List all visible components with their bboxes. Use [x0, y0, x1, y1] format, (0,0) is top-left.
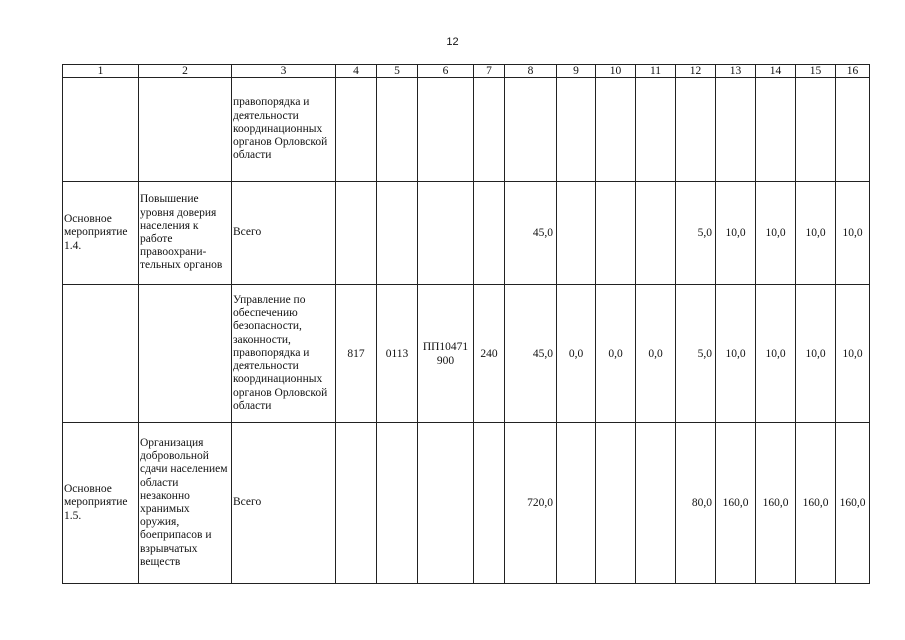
cell-csr [418, 78, 474, 182]
cell-title: Организация добровольной сдачи населением области незаконно хранимых оружия, боеприпасов и взрывчатых веществ [139, 423, 232, 584]
cell-year: 10,0 [836, 285, 870, 423]
cell-csr: ПП10471 900 [418, 285, 474, 423]
column-header: 11 [636, 65, 676, 78]
column-header: 14 [756, 65, 796, 78]
cell-rzpr [377, 182, 418, 285]
cell-year [836, 78, 870, 182]
cell-year [636, 182, 676, 285]
cell-year: 10,0 [796, 182, 836, 285]
cell-csr [418, 182, 474, 285]
cell-year [676, 78, 716, 182]
cell-year: 10,0 [716, 285, 756, 423]
cell-year: 160,0 [836, 423, 870, 584]
cell-year: 5,0 [676, 285, 716, 423]
cell-year [596, 423, 636, 584]
column-header: 5 [377, 65, 418, 78]
cell-year [636, 423, 676, 584]
cell-year: 80,0 [676, 423, 716, 584]
cell-measure [63, 78, 139, 182]
page-number: 12 [446, 36, 459, 48]
header-row [63, 65, 870, 78]
cell-title [139, 78, 232, 182]
column-header: 13 [716, 65, 756, 78]
cell-title: Повышение уровня доверия населения к работе правоохрани-тельных органов [139, 182, 232, 285]
column-header: 1 [63, 65, 139, 78]
column-header: 9 [557, 65, 596, 78]
table-row [63, 423, 870, 584]
column-header: 16 [836, 65, 870, 78]
cell-year: 5,0 [676, 182, 716, 285]
cell-total [505, 78, 557, 182]
column-header: 15 [796, 65, 836, 78]
cell-rzpr: 0113 [377, 285, 418, 423]
cell-vr [474, 182, 505, 285]
column-header: 8 [505, 65, 557, 78]
table-row [63, 285, 870, 423]
cell-executor: Всего [232, 182, 336, 285]
cell-title [139, 285, 232, 423]
cell-year [596, 182, 636, 285]
column-header: 6 [418, 65, 474, 78]
cell-grbs [336, 182, 377, 285]
cell-executor: Управление по обеспечению безопасности, законности, правопорядка и деятельности координационных органов Орловской области [232, 285, 336, 423]
cell-year [636, 78, 676, 182]
cell-grbs: 817 [336, 285, 377, 423]
table-row [63, 182, 870, 285]
cell-total: 45,0 [505, 182, 557, 285]
cell-vr [474, 423, 505, 584]
column-header: 12 [676, 65, 716, 78]
cell-year [796, 78, 836, 182]
cell-year: 160,0 [796, 423, 836, 584]
cell-rzpr [377, 423, 418, 584]
cell-measure: Основное мероприятие 1.5. [63, 423, 139, 584]
cell-year: 0,0 [636, 285, 676, 423]
cell-year: 10,0 [796, 285, 836, 423]
column-header: 7 [474, 65, 505, 78]
cell-year [756, 78, 796, 182]
cell-total: 720,0 [505, 423, 557, 584]
cell-year: 10,0 [756, 285, 796, 423]
cell-year: 0,0 [557, 285, 596, 423]
table-row [63, 78, 870, 182]
cell-executor: Всего [232, 423, 336, 584]
cell-measure [63, 285, 139, 423]
cell-vr: 240 [474, 285, 505, 423]
cell-grbs [336, 423, 377, 584]
cell-year: 0,0 [596, 285, 636, 423]
column-header: 4 [336, 65, 377, 78]
cell-rzpr [377, 78, 418, 182]
cell-measure: Основное мероприятие 1.4. [63, 182, 139, 285]
budget-table [62, 64, 870, 584]
column-header: 2 [139, 65, 232, 78]
cell-vr [474, 78, 505, 182]
column-header: 3 [232, 65, 336, 78]
cell-year [557, 423, 596, 584]
cell-year: 160,0 [756, 423, 796, 584]
cell-year: 10,0 [716, 182, 756, 285]
cell-year [557, 78, 596, 182]
cell-total: 45,0 [505, 285, 557, 423]
cell-year: 160,0 [716, 423, 756, 584]
cell-grbs [336, 78, 377, 182]
cell-year [716, 78, 756, 182]
cell-year [557, 182, 596, 285]
cell-year [596, 78, 636, 182]
cell-executor: правопорядка и деятельности координационных органов Орловской области [232, 78, 336, 182]
column-header: 10 [596, 65, 636, 78]
cell-csr [418, 423, 474, 584]
cell-year: 10,0 [756, 182, 796, 285]
cell-year: 10,0 [836, 182, 870, 285]
